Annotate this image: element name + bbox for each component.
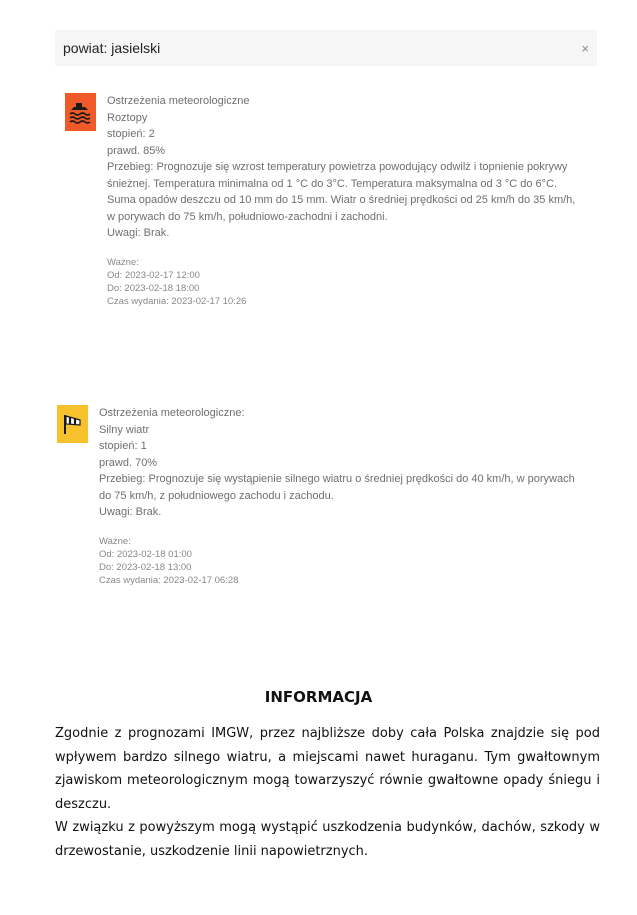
close-icon[interactable]: × xyxy=(581,40,589,56)
info-body xyxy=(55,722,600,863)
warning-category: Ostrzeżenia meteorologiczne: xyxy=(99,407,245,419)
windsock-icon xyxy=(57,405,88,443)
warning-probability: prawd. 70% xyxy=(99,456,158,469)
warning-course-line: śnieżnej. Temperatura minimalna od 1 °C do 3°C. Temperatura maksymalna od 3 °C do 6°C. xyxy=(107,177,558,190)
warning-course-line: do 75 km/h, z południowego zachodu i zachodu. xyxy=(99,489,334,502)
valid-from: Od: 2023-02-18 01:00 xyxy=(99,548,192,560)
warning-notes: Uwagi: Brak. xyxy=(107,227,170,239)
issue-time: Czas wydania: 2023-02-17 10:26 xyxy=(107,295,247,307)
warning-validity xyxy=(99,535,575,587)
flood-icon xyxy=(65,93,96,131)
county-header xyxy=(55,30,597,66)
warning-level: stopień: 2 xyxy=(107,128,155,140)
warning-notes: Uwagi: Brak. xyxy=(99,506,162,518)
info-paragraph: Zgodnie z prognozami IMGW, przez najbliższe doby cała Polska znajdzie się pod wpływem bardzo silnego wiatru, a miejscami nawet huraganu. Tym gwałtownym zjawiskom meteorologicznym mogą towarzyszyć równie gwałtowne opady śniegu i deszczu. xyxy=(55,726,600,812)
info-paragraph: W związku z powyższym mogą wystąpić uszkodzenia budynków, dachów, szkody w drzewostanie, uszkodzenie linii napowietrznych. xyxy=(55,820,600,859)
warning-type: Silny wiatr xyxy=(99,423,150,436)
valid-from: Od: 2023-02-17 12:00 xyxy=(107,269,200,281)
county-title: powiat: jasielski xyxy=(63,40,161,56)
warning-probability: prawd. 85% xyxy=(107,144,166,157)
warning-course-line: w porywach do 75 km/h, południowo-zachodni i zachodni. xyxy=(107,210,388,223)
warning-category: Ostrzeżenia meteorologiczne xyxy=(107,95,250,107)
valid-to: Do: 2023-02-18 18:00 xyxy=(107,282,200,294)
warning-course-line: Przebieg: Prognozuje się wzrost temperatury powietrza powodujący odwilż i topnienie pokrywy xyxy=(107,161,568,173)
info-title: INFORMACJA xyxy=(264,688,373,706)
warning-validity xyxy=(107,256,575,308)
warning-level: stopień: 1 xyxy=(99,440,147,452)
valid-label: Ważne: xyxy=(107,256,139,268)
warning-type: Roztopy xyxy=(107,111,148,124)
warning-course-line: Suma opadów deszczu od 10 mm do 15 mm. Wiatr o średniej prędkości od 25 km/h do 35 km/h, xyxy=(107,194,576,206)
issue-time: Czas wydania: 2023-02-17 06:28 xyxy=(99,574,239,586)
valid-label: Ważne: xyxy=(99,535,131,547)
warning-course-line: Przebieg: Prognozuje się wystąpienie silnego wiatru o średniej prędkości do 40 km/h, w porywach xyxy=(99,473,575,485)
valid-to: Do: 2023-02-18 13:00 xyxy=(99,561,192,573)
